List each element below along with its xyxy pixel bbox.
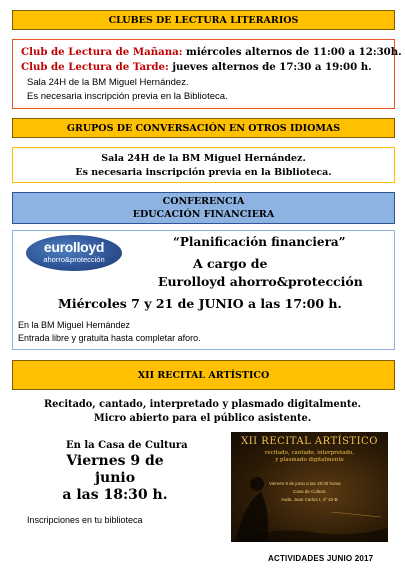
- recital-location: En la Casa de Cultura: [66, 440, 188, 451]
- eurolloyd-logo-name: eurolloyd: [43, 239, 105, 255]
- conference-header: [12, 192, 395, 224]
- poster-subtitle-2: y plasmado digitalmente: [275, 457, 344, 463]
- conference-header-line2: EDUCACIÓN FINANCIERA: [132, 209, 275, 220]
- eurolloyd-logo: [26, 235, 122, 271]
- reading-clubs-header: [12, 10, 395, 30]
- conference-speaker: Eurolloyd ahorro&protección: [158, 274, 363, 289]
- morning-club-line: [21, 46, 402, 58]
- poster-silhouette-decoration: [231, 432, 388, 542]
- poster-info-date: Viernes 9 de junio a las 18:30 horas: [269, 481, 341, 486]
- conference-date: Miércoles 7 y 21 de JUNIO a las 17:00 h.: [58, 296, 342, 311]
- footer-label: ACTIVIDADES JUNIO 2017: [268, 554, 374, 563]
- recital-header-text: XII RECITAL ARTÍSTICO: [137, 369, 270, 381]
- poster-title: XII RECITAL ARTÍSTICO: [241, 436, 378, 447]
- poster-info-address: Avda. Juan Carlos I, nº 42-B: [281, 497, 338, 502]
- reading-clubs-header-text: CLUBES DE LECTURA LITERARIOS: [108, 14, 299, 26]
- conversation-groups-header: [12, 118, 395, 138]
- conference-speaker-intro: A cargo de: [193, 256, 268, 271]
- conference-box: [12, 230, 395, 350]
- afternoon-club-label: Club de Lectura de Tarde:: [21, 61, 169, 73]
- conference-header-line1: CONFERENCIA: [162, 196, 245, 207]
- conference-title: “Planificación financiera”: [173, 235, 346, 249]
- recital-date-month: junio: [94, 470, 136, 486]
- reading-clubs-location: Sala 24H de la BM Miguel Hernández.: [27, 77, 189, 88]
- conference-location: En la BM Miguel Hernández: [18, 320, 131, 330]
- afternoon-club-schedule: jueves alternos de 17:30 a 19:00 h.: [168, 61, 372, 73]
- conversation-groups-registration: Es necesaria inscripción previa en la Biblioteca.: [75, 167, 332, 178]
- poster-subtitle-1: recitado, cantado, interpretado,: [264, 450, 355, 456]
- recital-date-day: Viernes 9 de: [66, 453, 164, 469]
- morning-club-schedule: miércoles alternos de 11:00 a 12:30h.: [182, 46, 402, 58]
- recital-date-block: [0, 453, 230, 504]
- recital-poster-image: [231, 432, 388, 542]
- poster-info-place: Casa de Cultura: [293, 489, 326, 494]
- recital-open-mic: Micro abierto para el público asistente.: [93, 413, 312, 424]
- conversation-groups-box: [12, 147, 395, 183]
- reading-clubs-box: [12, 39, 402, 109]
- conversation-groups-location: Sala 24H de la BM Miguel Hernández.: [101, 153, 306, 164]
- conversation-groups-header-text: GRUPOS DE CONVERSACIÓN EN OTROS IDIOMAS: [66, 122, 341, 134]
- recital-registration: Inscripciones en tu biblioteca: [27, 515, 143, 525]
- reading-clubs-registration: Es necesaria inscripción previa en la Biblioteca.: [27, 91, 228, 102]
- recital-description: Recitado, cantado, interpretado y plasmado digitalmente.: [43, 399, 361, 410]
- afternoon-club-line: [21, 61, 372, 73]
- eurolloyd-logo-tagline: ahorro&protección: [43, 255, 105, 264]
- morning-club-label: Club de Lectura de Mañana:: [21, 46, 183, 58]
- recital-date-time: a las 18:30 h.: [62, 487, 168, 503]
- recital-header: [12, 360, 395, 390]
- conference-entry-note: Entrada libre y gratuita hasta completar aforo.: [18, 333, 201, 343]
